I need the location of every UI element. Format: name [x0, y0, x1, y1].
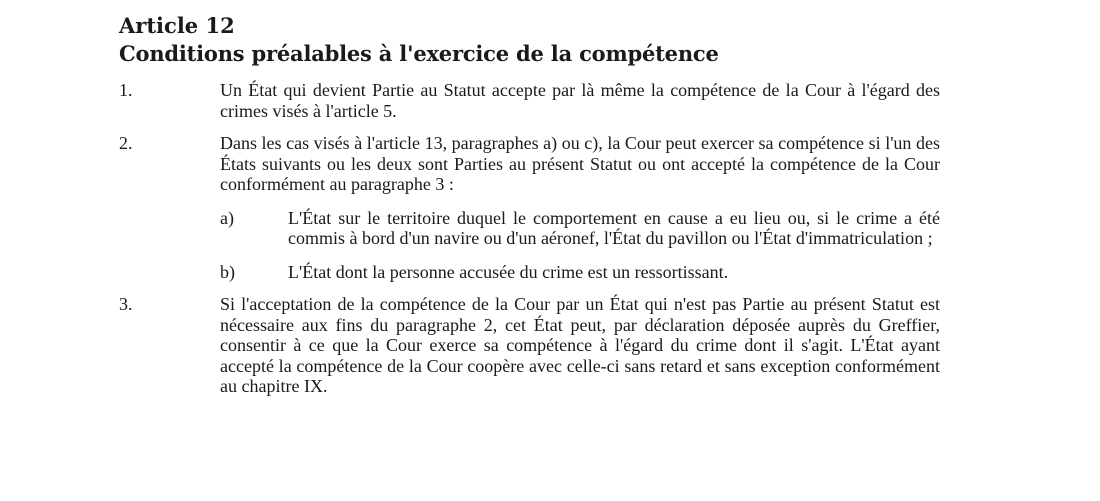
- paragraph-text: Dans les cas visés à l'article 13, paragraphes a) ou c), la Cour peut exercer sa compétence si l'un des États suivants ou les deux sont Parties au présent Statut ou ont accepté la compétence de la Cour conformément au paragraphe 3 :: [220, 133, 940, 194]
- paragraph-number: 1.: [119, 80, 133, 100]
- subparagraph-label: a): [220, 207, 234, 228]
- document-page: [119, 12, 949, 409]
- paragraph-1: [119, 80, 949, 121]
- paragraph-text: Un État qui devient Partie au Statut accepte par là même la compétence de la Cour à l'égard des crimes visés à l'article 5.: [220, 80, 940, 121]
- article-title: Conditions préalables à l'exercice de la compétence: [119, 41, 719, 66]
- subparagraph-b: [119, 262, 949, 283]
- paragraph-2: [119, 133, 949, 282]
- subparagraph-text: L'État dont la personne accusée du crime est un ressortissant.: [288, 261, 729, 282]
- paragraph-text: Si l'acceptation de la compétence de la Cour par un État qui n'est pas Partie au présent Statut est nécessaire aux fins du paragraphe 2, cet État peut, par déclaration déposée auprès du Greffier, consentir à ce que la Cour exerce sa compétence à l'égard du crime dont il s'agit. L'État ayant accepté la compétence de la Cour coopère avec celle-ci sans retard et sans exception conformément au chapitre IX.: [220, 294, 940, 396]
- paragraph-number: 3.: [119, 294, 133, 314]
- subparagraph-label: b): [220, 261, 235, 282]
- paragraph-3: [119, 294, 949, 397]
- subparagraph-a: [119, 208, 949, 249]
- article-number: Article 12: [119, 13, 235, 38]
- paragraph-number: 2.: [119, 133, 133, 153]
- subparagraph-text: L'État sur le territoire duquel le comportement en cause a eu lieu ou, si le crime a été commis à bord d'un navire ou d'un aéronef, l'État du pavillon ou l'État d'immatriculation ;: [288, 207, 940, 248]
